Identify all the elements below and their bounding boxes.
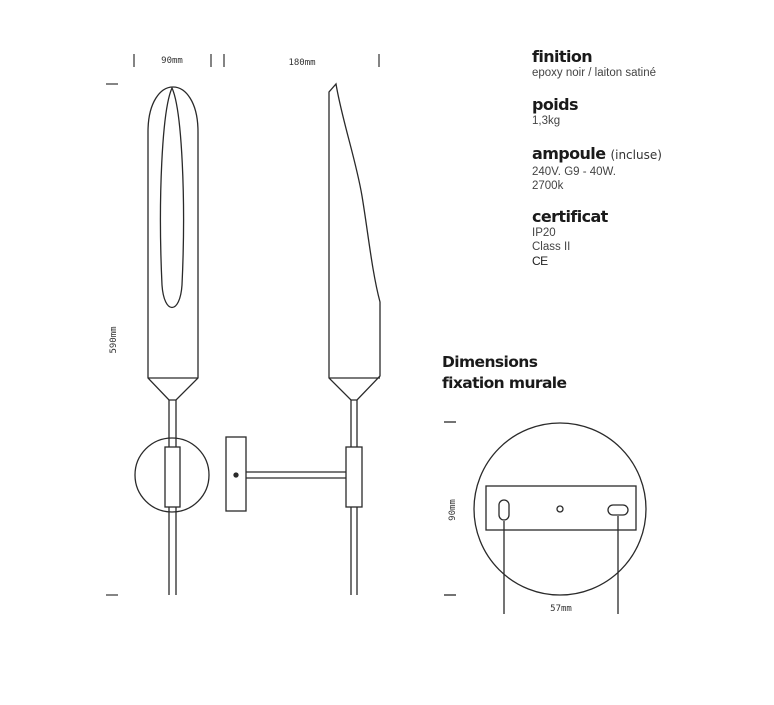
front-connector (165, 447, 180, 507)
spec-ampoule-heading (532, 144, 662, 165)
ce-mark: CE (532, 254, 548, 268)
dim-depth-side-label: 180mm (288, 58, 316, 68)
spec-poids-title: poids (532, 95, 578, 114)
mount-section-title-line-2: fixation murale (442, 374, 567, 392)
dim-hole-spacing-label: 57mm (550, 604, 572, 614)
dim-height-label: 590mm (109, 326, 119, 354)
dim-width-front-label: 90mm (161, 56, 183, 66)
side-shade (329, 84, 380, 400)
spec-ampoule-title: ampoule (532, 144, 606, 163)
dim-mount-diameter-label: 90mm (448, 499, 458, 521)
mount-plate-circle (474, 423, 646, 595)
mount-section-title (442, 352, 566, 394)
side-connector (346, 447, 362, 507)
mount-view (444, 422, 646, 614)
spec-certificat (532, 207, 608, 268)
spec-poids-line: 1,3kg (532, 115, 561, 127)
spec-certificat-line-2: Class II (532, 241, 571, 253)
spec-poids (532, 95, 578, 128)
spec-finition-title: finition (532, 47, 593, 66)
spec-finition (532, 47, 656, 80)
mount-section-title-line-1: Dimensions (442, 353, 538, 371)
spec-finition-line: epoxy noir / laiton satiné (532, 67, 657, 79)
mount-slot-left (499, 500, 509, 520)
spec-ampoule-subtitle: (incluse) (610, 148, 662, 162)
front-view (135, 87, 209, 595)
spec-ampoule (532, 144, 662, 193)
mount-center-hole (557, 506, 563, 512)
mount-slot-right (608, 505, 628, 515)
spec-ampoule-line-1: 240V. G9 - 40W. (532, 166, 616, 178)
side-screw (234, 473, 238, 477)
spec-certificat-title: certificat (532, 207, 608, 226)
spec-certificat-line-1: IP20 (532, 227, 556, 239)
front-shade (148, 87, 198, 400)
side-view (226, 84, 380, 595)
spec-ampoule-line-2: 2700k (532, 180, 564, 192)
